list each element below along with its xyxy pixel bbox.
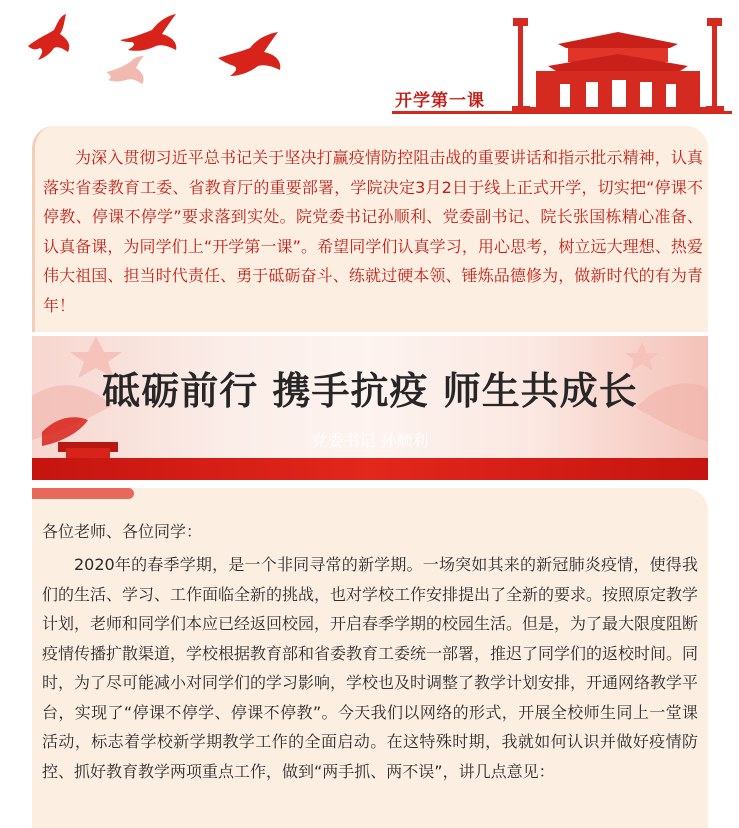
intro-paragraph: 为深入贯彻习近平总书记关于坚决打赢疫情防控阻击战的重要讲话和指示批示精神，认真落实省委教育工委、省教育厅的重要部署，学院决定3月2日于线上正式开学，切实把“停课不停教、停课不停学”要求落到实处。院党委书记孙顺利、党委副书记、院长张国栋精心准备、认真备课，为同学们上“开学第一课”。希望同学们认真学习，用心思考，树立远大理想、热爱伟大祖国、担当时代责任、勇于砥砺奋斗、练就过硬本领、锤炼品德修为，做新时代的有为青年！: [43, 148, 703, 315]
lesson-banner: [32, 336, 708, 480]
dove-icon: [28, 14, 69, 60]
speech-paragraph: 2020年的春季学期，是一个非同寻常的新学期。一场突如其来的新冠肺炎疫情，使得我们的生活、学习、工作面临全新的挑战，也对学校工作安排提出了全新的要求。按照原定教学计划，老师和同学们本应已经返回校园，开启春季学期的校园生活。但是，为了最大限度阻断疫情传播扩散渠道，学校根据教育部和省委教育工委统一部署，推迟了同学们的返校时间。同时，为了尽可能减小对同学们的学习影响，学校也及时调整了教学计划安排，开通网络教学平台，实现了“停课不停学、停课不停教”。今天我们以网络的形式，开展全校师生同上一堂课活动，标志着学校新学期教学工作的全面启动。在这特殊时期，我就如何认识并做好疫情防控、抓好教育教学两项重点工作，做到“两手抓、两不误”，讲几点意见：: [42, 555, 699, 781]
header: [0, 0, 739, 120]
doves-decoration: [20, 8, 320, 93]
speech-greeting: 各位老师、各位同学：: [42, 522, 203, 541]
page-title: 开学第一课: [395, 91, 485, 111]
dove-icon: [120, 14, 176, 51]
banner-title: 砥砺前行 携手抗疫 师生共成长: [102, 369, 638, 413]
intro-box: [32, 126, 708, 332]
dove-icon: [106, 56, 144, 84]
banner-author: 党委书记 孙顺利: [311, 431, 429, 450]
tiananmen-gate-icon: [500, 14, 734, 114]
section-accent-bar: [32, 488, 134, 499]
banner-red-strip: [32, 458, 708, 480]
dove-icon: [218, 32, 280, 76]
